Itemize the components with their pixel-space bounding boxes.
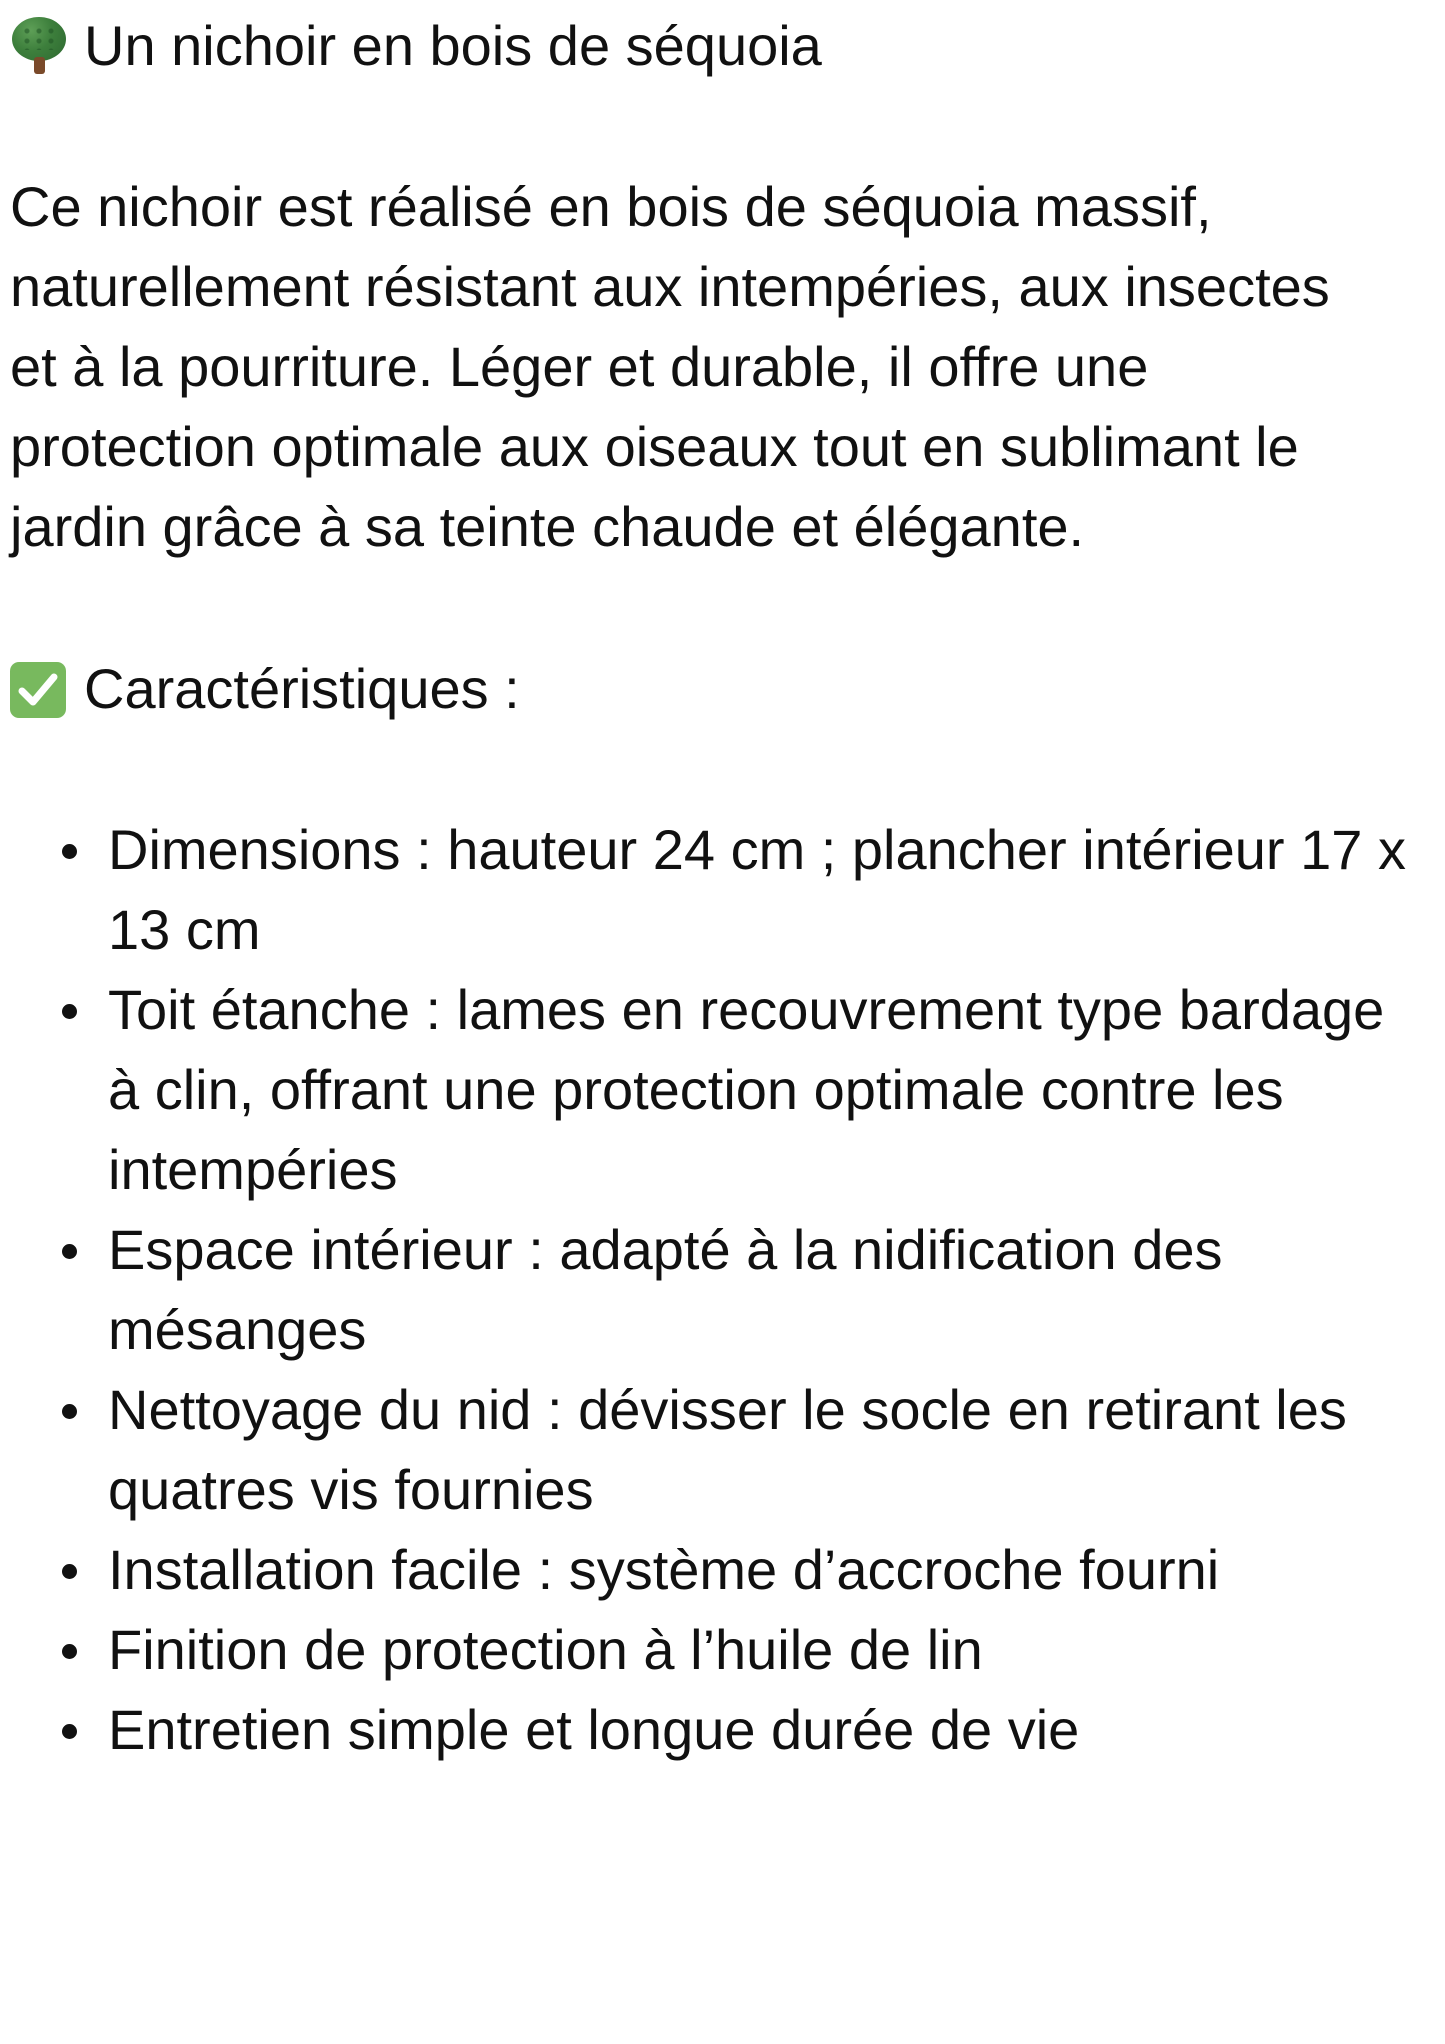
- bullet-icon: [62, 1004, 77, 1019]
- list-item: [10, 1370, 1430, 1530]
- bullet-icon: [62, 844, 77, 859]
- bullet-icon: [62, 1724, 77, 1739]
- check-mark-icon: [10, 660, 68, 718]
- check-mark-glyph: [17, 670, 59, 710]
- list-item: [10, 970, 1430, 1210]
- description-paragraph: [10, 167, 1440, 567]
- description-line: et à la pourriture. Léger et durable, il offre une: [10, 335, 1149, 398]
- deciduous-tree-icon: [10, 17, 68, 75]
- bullet-icon: [62, 1564, 77, 1579]
- tree-crown-shape: [12, 17, 66, 61]
- list-item: [10, 810, 1430, 970]
- list-item: [10, 1530, 1430, 1610]
- description-line: Ce nichoir est réalisé en bois de séquoia massif,: [10, 175, 1212, 238]
- characteristics-heading: [10, 643, 1435, 735]
- description-line: protection optimale aux oiseaux tout en sublimant le: [10, 415, 1299, 478]
- list-item-text: Entretien simple et longue durée de vie: [108, 1698, 1080, 1761]
- characteristics-list: [10, 810, 1435, 1770]
- characteristics-heading-text: Caractéristiques :: [84, 657, 520, 720]
- title-text: Un nichoir en bois de séquoia: [84, 14, 822, 77]
- description-line: jardin grâce à sa teinte chaude et élégante.: [10, 495, 1085, 558]
- list-item-text: Installation facile : système d’accroche fourni: [108, 1538, 1220, 1601]
- title-heading: [10, 0, 1435, 92]
- list-item-text: Espace intérieur : adapté à la nidification des mésanges: [108, 1218, 1223, 1361]
- bullet-icon: [62, 1244, 77, 1259]
- description-line: naturellement résistant aux intempéries, aux insectes: [10, 255, 1330, 318]
- list-item-text: Nettoyage du nid : dévisser le socle en retirant les quatres vis fournies: [108, 1378, 1347, 1521]
- bullet-icon: [62, 1404, 77, 1419]
- bullet-icon: [62, 1644, 77, 1659]
- list-item-text: Finition de protection à l’huile de lin: [108, 1618, 983, 1681]
- tree-trunk-shape: [34, 57, 45, 74]
- list-item: [10, 1210, 1430, 1370]
- list-item-text: Toit étanche : lames en recouvrement type bardage à clin, offrant une protection optimale contre les intempéries: [108, 978, 1385, 1201]
- product-description-document: [10, 0, 1435, 1770]
- list-item: [10, 1690, 1430, 1770]
- list-item-text: Dimensions : hauteur 24 cm ; plancher intérieur 17 x 13 cm: [108, 818, 1406, 961]
- check-mark-background: [10, 662, 66, 718]
- list-item: [10, 1610, 1430, 1690]
